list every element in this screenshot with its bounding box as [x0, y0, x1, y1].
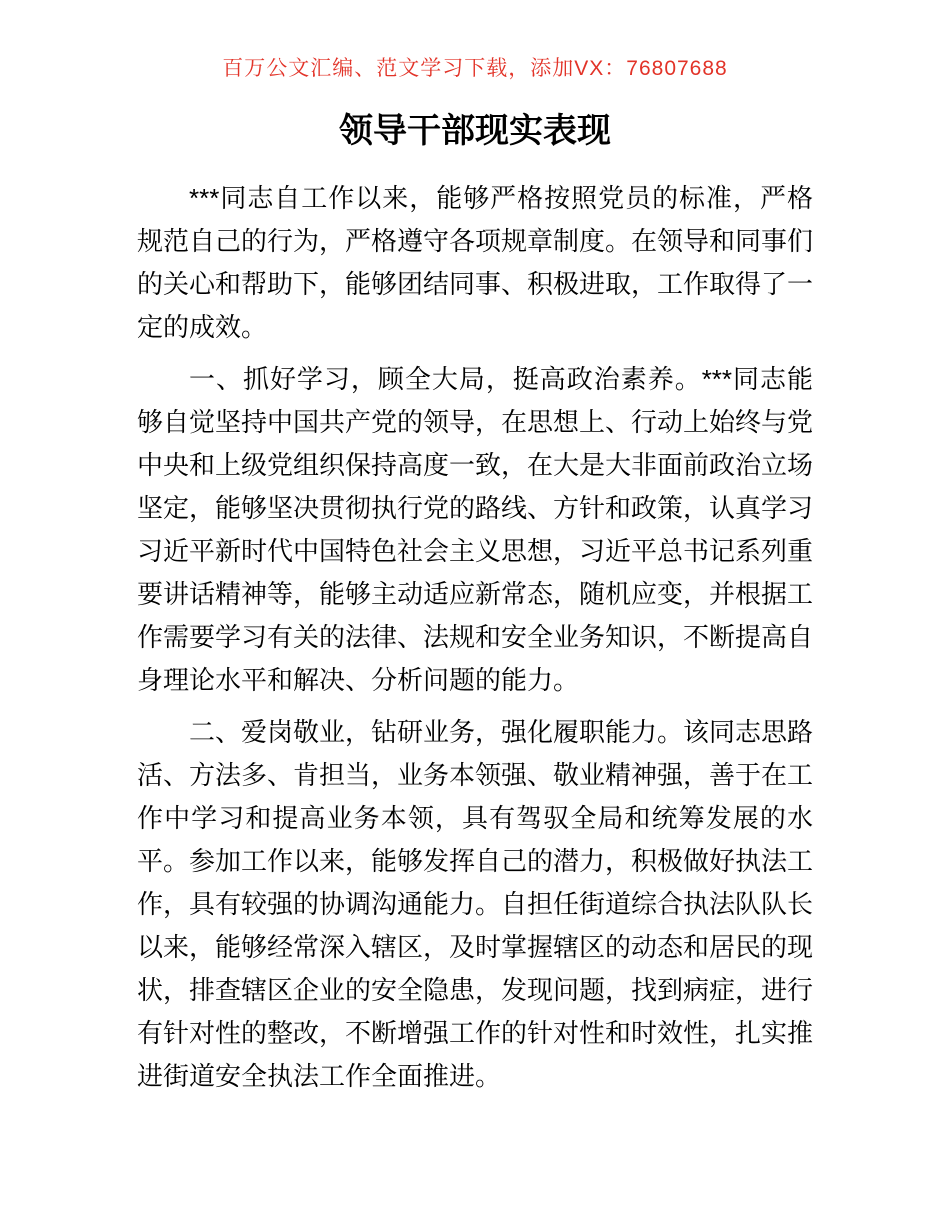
paragraph-section-1: 一、抓好学习，顾全大局，挺高政治素养。***同志能够自觉坚持中国共产党的领导，在思想上、行动上始终与党中央和上级党组织保持高度一致，在大是大非面前政治立场坚定，能够坚决贯彻执行党的路线、方针和政策，认真学习习近平新时代中国特色社会主义思想，习近平总书记系列重要讲话精神等，能够主动适应新常态，随机应变，并根据工作需要学习有关的法律、法规和安全业务知识，不断提高自身理论水平和解决、分析问题的能力。: [137, 364, 814, 695]
page-title: 领导干部现实表现: [339, 112, 611, 150]
paragraph-intro: ***同志自工作以来，能够严格按照党员的标准，严格规范自己的行为，严格遵守各项规章制度。在领导和同事们的关心和帮助下，能够团结同事、积极进取，工作取得了一定的成效。: [137, 183, 814, 342]
document-body: [137, 177, 813, 1098]
watermark-notice: 百万公文汇编、范文学习下载，添加VX：76807688: [222, 57, 728, 80]
paragraph-section-2: 二、爱岗敬业，钻研业务，强化履职能力。该同志思路活、方法多、肯担当，业务本领强、敬业精神强，善于在工作中学习和提高业务本领，具有驾驭全局和统筹发展的水平。参加工作以来，能够发挥自己的潜力，积极做好执法工作，具有较强的协调沟通能力。自担任街道综合执法队队长以来，能够经常深入辖区，及时掌握辖区的动态和居民的现状，排查辖区企业的安全隐患，发现问题，找到病症，进行有针对性的整改，不断增强工作的针对性和时效性，扎实推进街道安全执法工作全面推进。: [137, 717, 814, 1091]
